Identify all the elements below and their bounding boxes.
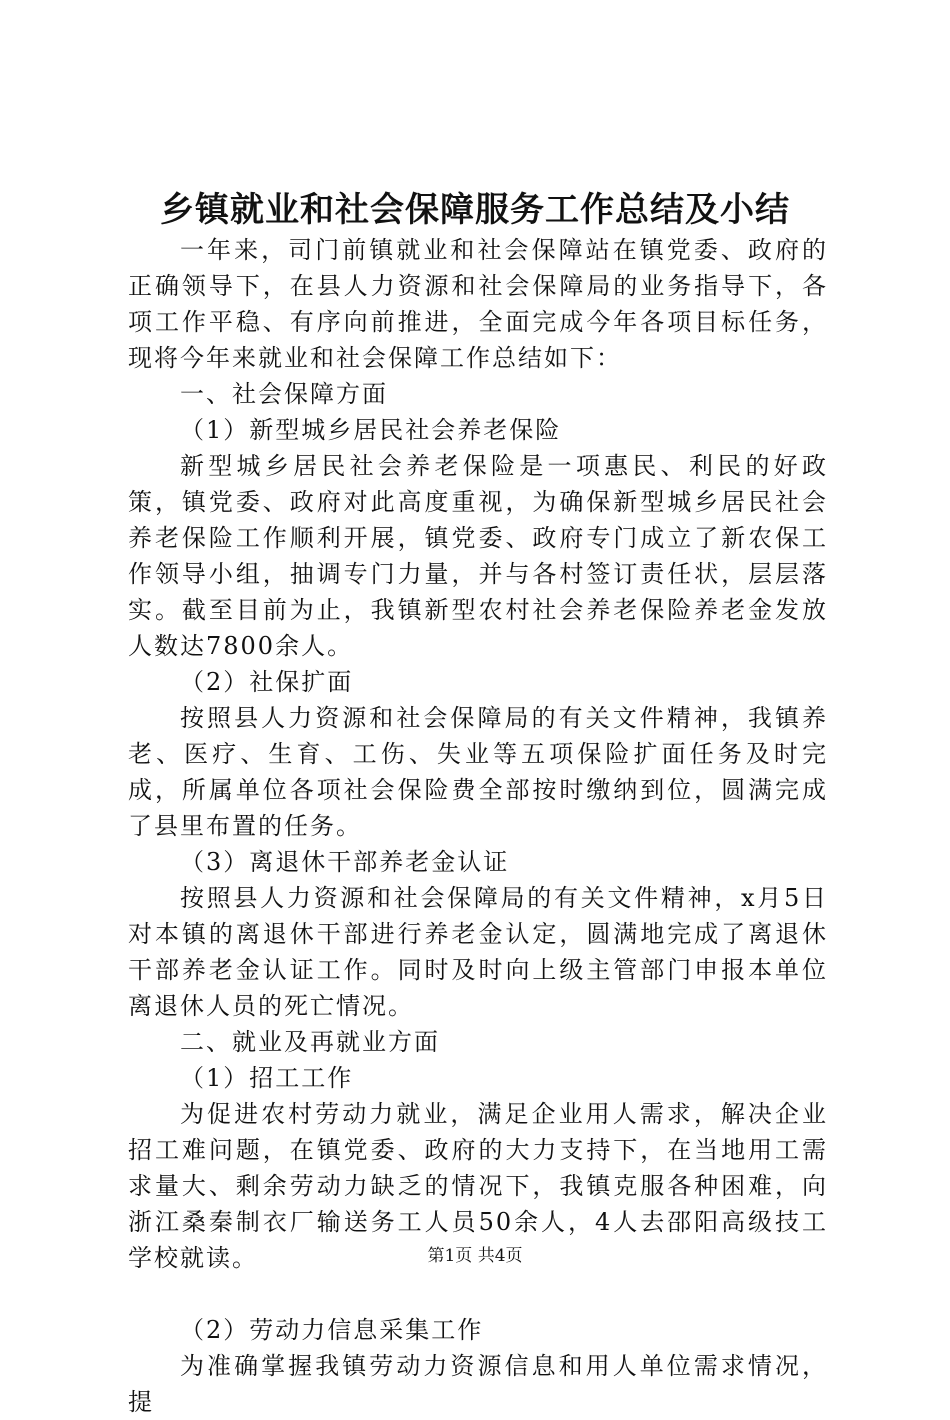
section-heading-employment: 二、就业及再就业方面 [180,1028,440,1056]
social-security-expansion-paragraph: 按照县人力资源和社会保障局的有关文件精神，我镇养老、医疗、生育、工伤、失业等五项保险扩面任务及时完成，所属单位各项社会保险费全部按时缴纳到位，圆满完成了县里布置的任务。 [128,704,828,840]
recruitment-paragraph: 为促进农村劳动力就业，满足企业用人需求，解决企业招工难问题，在镇党委、政府的大力支持下，在当地用工需求量大、剩余劳动力缺乏的情况下，我镇克服各种困难，向浙江桑秦制衣厂输送务工人员50余人，4人去邵阳高级技工学校就读。 [128,1100,828,1272]
subheading-pension-insurance: （1）新型城乡居民社会养老保险 [180,416,562,444]
retiree-pension-paragraph: 按照县人力资源和社会保障局的有关文件精神，x月5日对本镇的离退休干部进行养老金认定，圆满地完成了离退休干部养老金认证工作。同时及时向上级主管部门申报本单位离退休人员的死亡情况。 [128,884,828,1020]
section-heading-social-security: 一、社会保障方面 [180,380,388,408]
page-footer: 第1页 共4页 [427,1246,523,1266]
document-title: 乡镇就业和社会保障服务工作总结及小结 [160,190,790,230]
subheading-retiree-pension-certification: （3）离退休干部养老金认证 [180,848,510,876]
pension-insurance-paragraph: 新型城乡居民社会养老保险是一项惠民、利民的好政策，镇党委、政府对此高度重视，为确保新型城乡居民社会养老保险工作顺利开展，镇党委、政府专门成立了新农保工作领导小组，抽调专门力量，并与各村签订责任状，层层落实。截至目前为止，我镇新型农村社会养老保险养老金发放人数达7800余人。 [128,452,828,660]
subheading-social-security-expansion: （2）社保扩面 [180,668,354,696]
document-body [128,232,828,1420]
intro-paragraph: 一年来，司门前镇就业和社会保障站在镇党委、政府的正确领导下，在县人力资源和社会保障局的业务指导下，各项工作平稳、有序向前推进，全面完成今年各项目标任务，现将今年来就业和社会保障工作总结如下： [128,236,828,372]
labor-info-paragraph: 为准确掌握我镇劳动力资源信息和用人单位需求情况，提 [128,1352,828,1416]
subheading-labor-info-collection: （2）劳动力信息采集工作 [180,1316,484,1344]
paragraph-spacer [128,1276,828,1312]
subheading-recruitment: （1）招工工作 [180,1064,354,1092]
